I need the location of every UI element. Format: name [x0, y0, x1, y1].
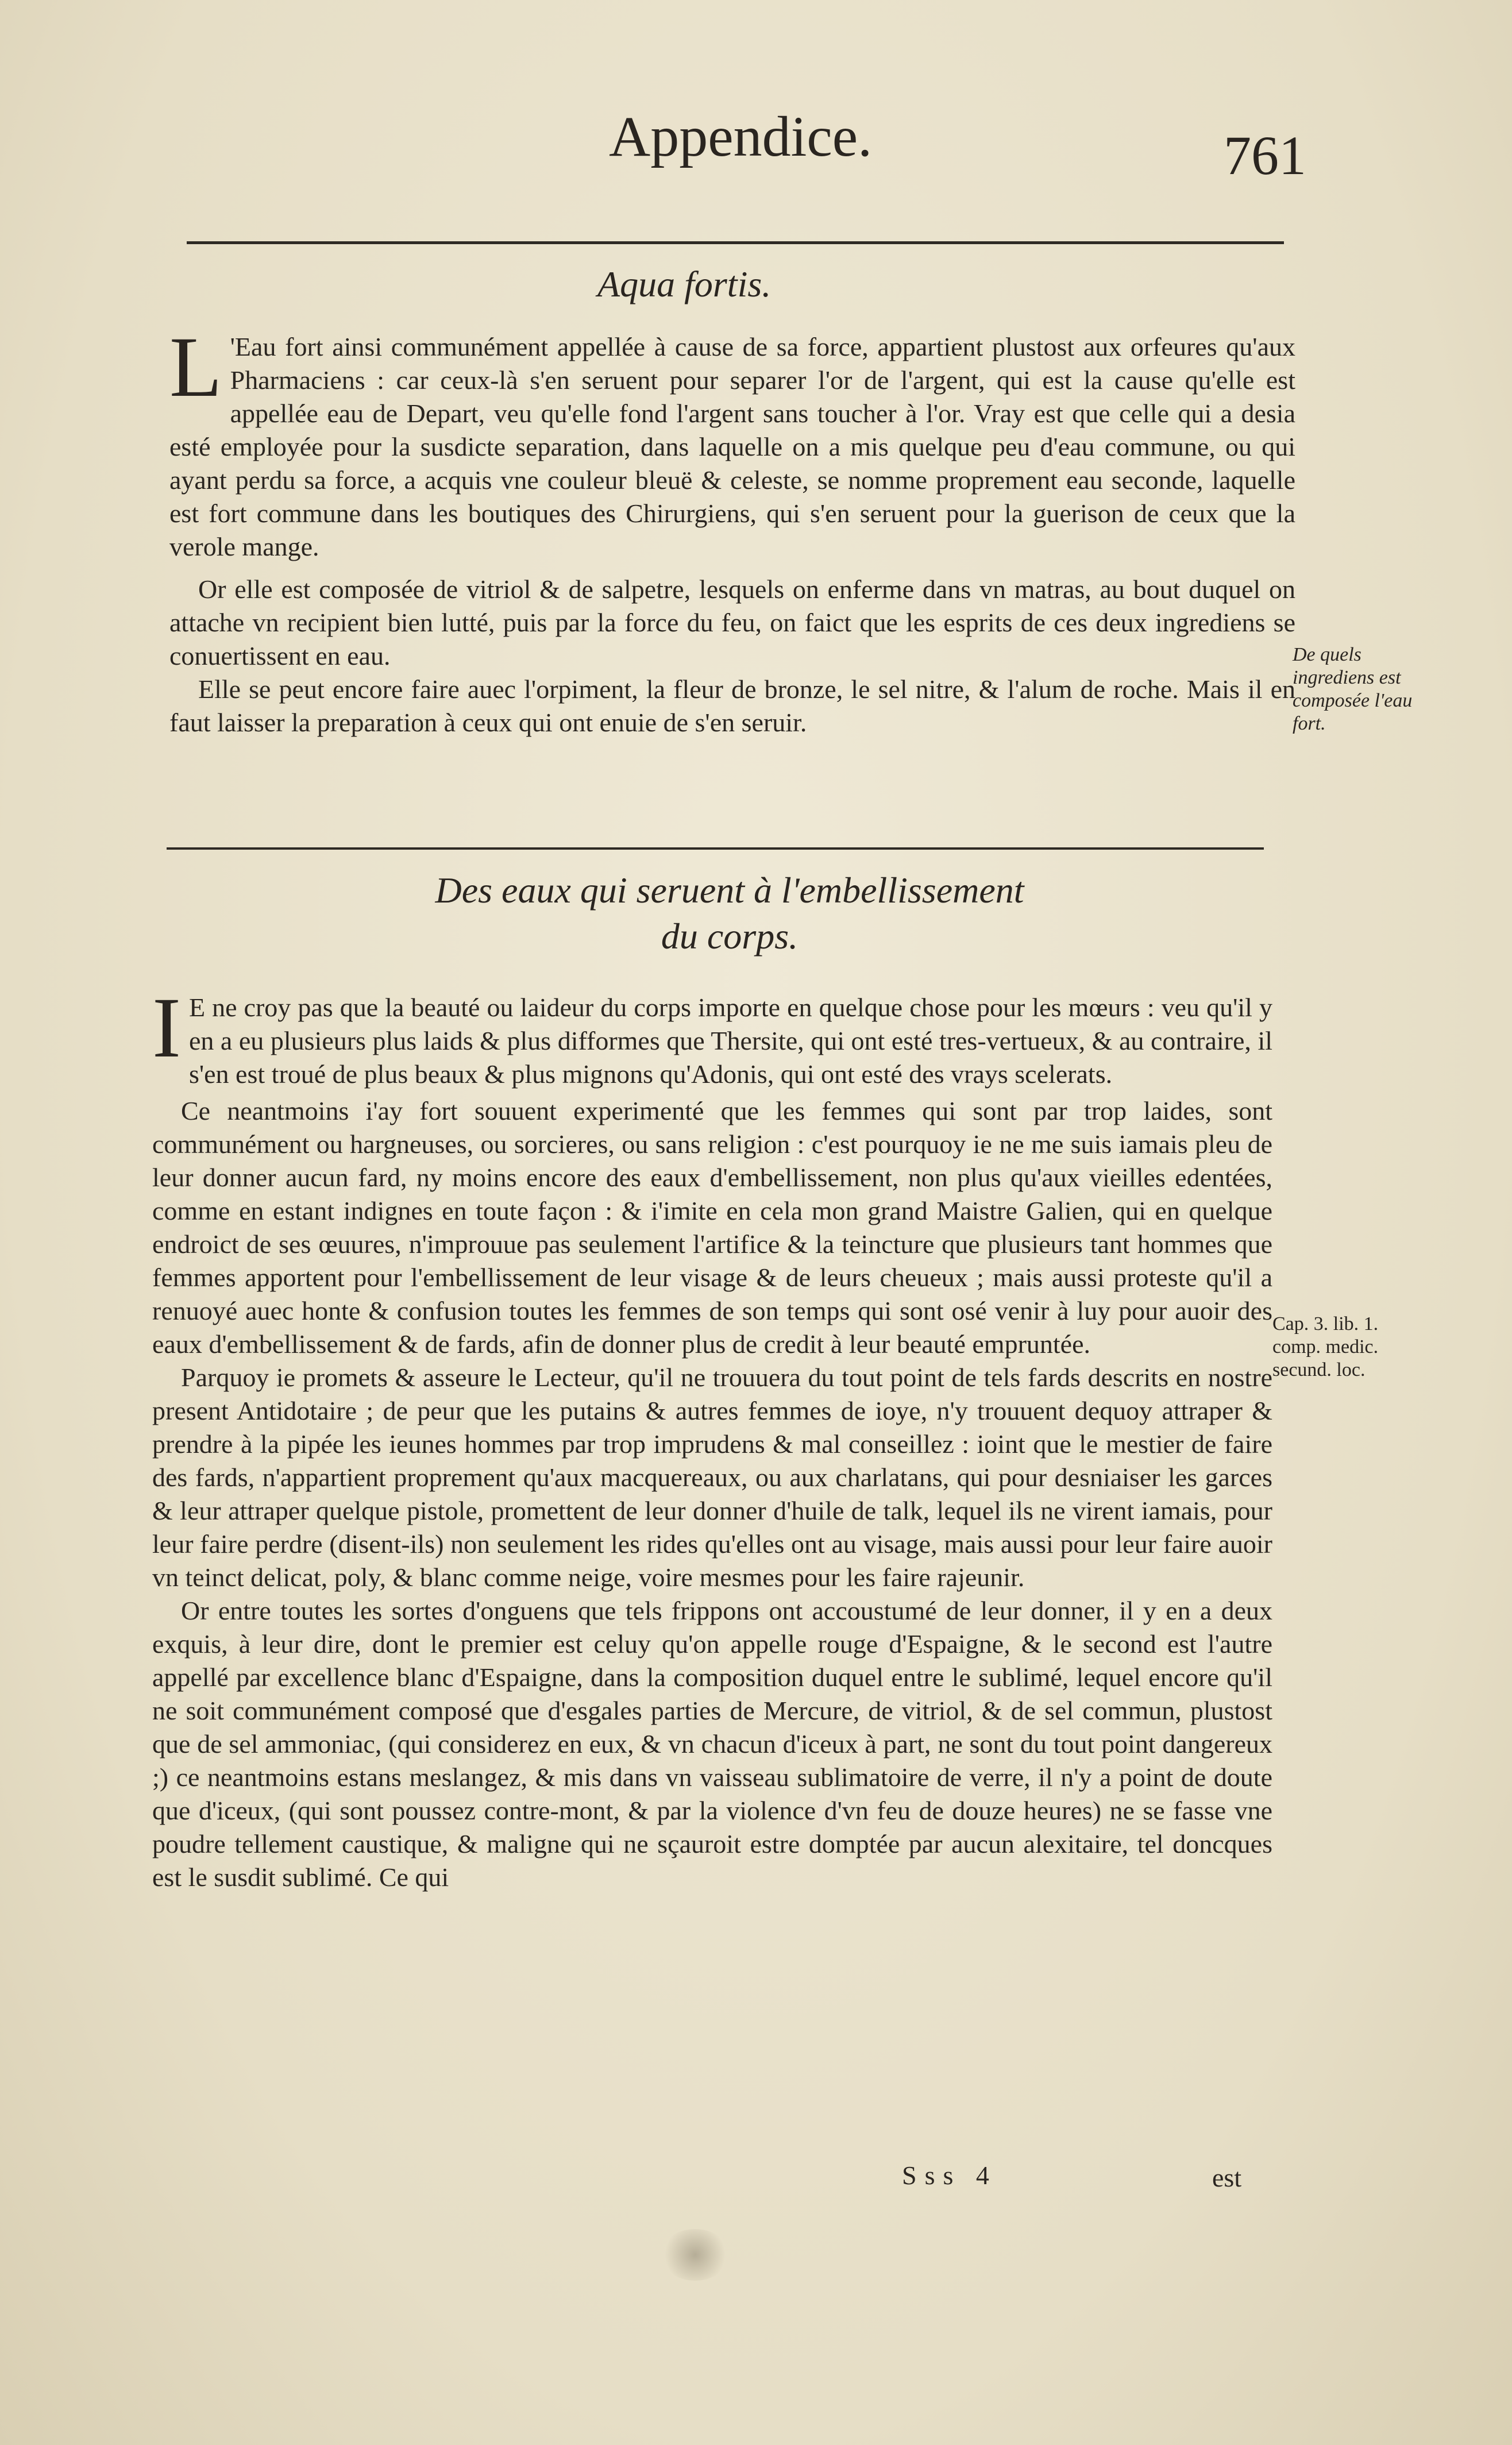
paragraph: Parquoy ie promets & asseure le Lecteur, qu'il ne trouuera du tout point de tels fards descrits en nostre present Antidotaire ; de peur que les putains & autres femmes de ioye, n'y trouuent dequoy attraper & prendre à la pipée les ieunes hommes par trop imprudens & mal conseillez : ioint que le mestier de faire des fards, n'appartient proprement qu'aux macquereaux, ou aux charlatans, qui pour desniaiser les garces & leur attraper quelque pistole, promettent de leur donner d'huile de talk, lequel ils ne virent iamais, pour leur faire perdre (disent-ils) non seulement les rides qu'elles ont au visage, mais aussi pour leur faire auoir vn teinct delicat, poly, & blanc comme neige, voire mesmes pour les faire rajeunir.: [152, 1363, 1272, 1592]
drop-cap: I: [152, 980, 181, 1075]
page-number: 761: [1224, 125, 1306, 186]
paper-stain: [661, 2229, 730, 2281]
section-eaux-body: [152, 980, 1272, 1894]
paragraph-text: E ne croy pas que la beauté ou laideur du corps importe en quelque chose pour les mœurs : veu qu'il y en a eu plusieurs plus laids & plus difformes que Thersite, qui ont esté tres-vertueux, & au contraire, il s'en est troué de plus beaux & plus mignons qu'Adonis, qui ont esté des vrays scelerats.: [188, 993, 1272, 1089]
signature-mark: Sss 4: [902, 2161, 997, 2190]
section-divider: [167, 847, 1264, 850]
header-rule: [187, 241, 1284, 244]
marginal-note: Cap. 3. lib. 1. comp. medic. secund. loc.: [1272, 1313, 1379, 1380]
paragraph-text: 'Eau fort ainsi communément appellée à cause de sa force, appartient plustost aux orfeures qu'aux Pharmaciens : car ceux-là s'en seruent pour separer l'or de l'argent, qui est la cause qu'elle est appellée eau de Depart, veu qu'elle fond l'argent sans toucher à l'or. Vray est que celle qui a desia esté employée pour la susdicte separation, dans laquelle on a mis quelque peu d'eau commune, ou qui ayant perdu sa force, a acquis vne couleur bleuë & celeste, se nomme proprement eau seconde, laquelle est fort commune dans les boutiques des Chirurgiens, qui s'en seruent pour la guerison de ceux que la verole mange.: [169, 332, 1295, 561]
paragraph: Elle se peut encore faire auec l'orpiment, la fleur de bronze, le sel nitre, & l'alum de roche. Mais il en faut laisser la preparation à ceux qui ont enuie de s'en seruir.: [169, 674, 1295, 737]
section-aqua-fortis-body: [169, 319, 1295, 739]
section-title-line: du corps.: [661, 916, 799, 957]
marginal-note: De quels ingrediens est composée l'eau fort.: [1293, 644, 1413, 734]
paragraph: Ce neantmoins i'ay fort souuent experimenté que les femmes qui sont par trop laides, sont communément ou hargneuses, ou sorcieres, ou sans religion : c'est pourquoy ie ne me suis iamais pleu de leur donner aucun fard, ny moins encore des eaux d'embellissement, non plus qu'aux vieilles edentées, comme en estant indignes en toute façon : & i'imite en cela mon grand Maistre Galien, qui en quelque endroict de ses œuures, n'improuue pas seulement l'artifice & la teincture que plusieurs tant hommes que femmes apportent pour l'embellissement de leur visage & de leurs cheueux ; mais aussi proteste qu'il a renuoyé auec honte & confusion toutes les femmes de son temps qui sont osé venir à luy pour auoir des eaux d'embellissement & de fards, afin de donner plus de credit à leur beauté empruntée.: [152, 1096, 1272, 1359]
running-header: Appendice.: [609, 105, 873, 168]
paragraph: [152, 980, 1272, 1091]
section-title-line: Des eaux qui seruent à l'embellissement: [435, 870, 1024, 911]
drop-cap: L: [169, 319, 222, 415]
paragraph: [169, 319, 1295, 564]
paragraph: Or elle est composée de vitriol & de salpetre, lesquels on enferme dans vn matras, au bout duquel on attache vn recipient bien lutté, puis par la force du feu, on faict que les esprits de ces deux ingrediens se conuertissent en eau.: [169, 574, 1295, 670]
section-title-eaux: [356, 867, 1103, 959]
paragraph: Or entre toutes les sortes d'onguens que tels frippons ont accoustumé de leur donner, il y en a deux exquis, à leur dire, dont le premier est celuy qu'on appelle rouge d'Espaigne, & le second est l'autre appellé par excellence blanc d'Espaigne, dans la composition duquel entre le sublimé, lequel encore qu'il ne soit communément composé que d'esgales parties de Mercure, de vitriol, & de sel commun, plustost que de sel ammoniac, (qui considerez en eux, & vn chacun d'iceux à part, ne sont du tout point dangereux ;) ce neantmoins estans meslangez, & mis dans vn vaisseau sublimatoire de verre, il n'y a point de doute que d'iceux, (qui sont poussez contre-mont, & par la violence d'vn feu de douze heures) ne se fasse vne poudre tellement caustique, & maligne qui ne sçauroit estre domptée par aucun alexitaire, tel doncques est le susdit sublimé. Ce qui: [152, 1596, 1272, 1892]
catchword: est: [1212, 2163, 1242, 2192]
section-title-aqua-fortis: Aqua fortis.: [597, 264, 772, 304]
